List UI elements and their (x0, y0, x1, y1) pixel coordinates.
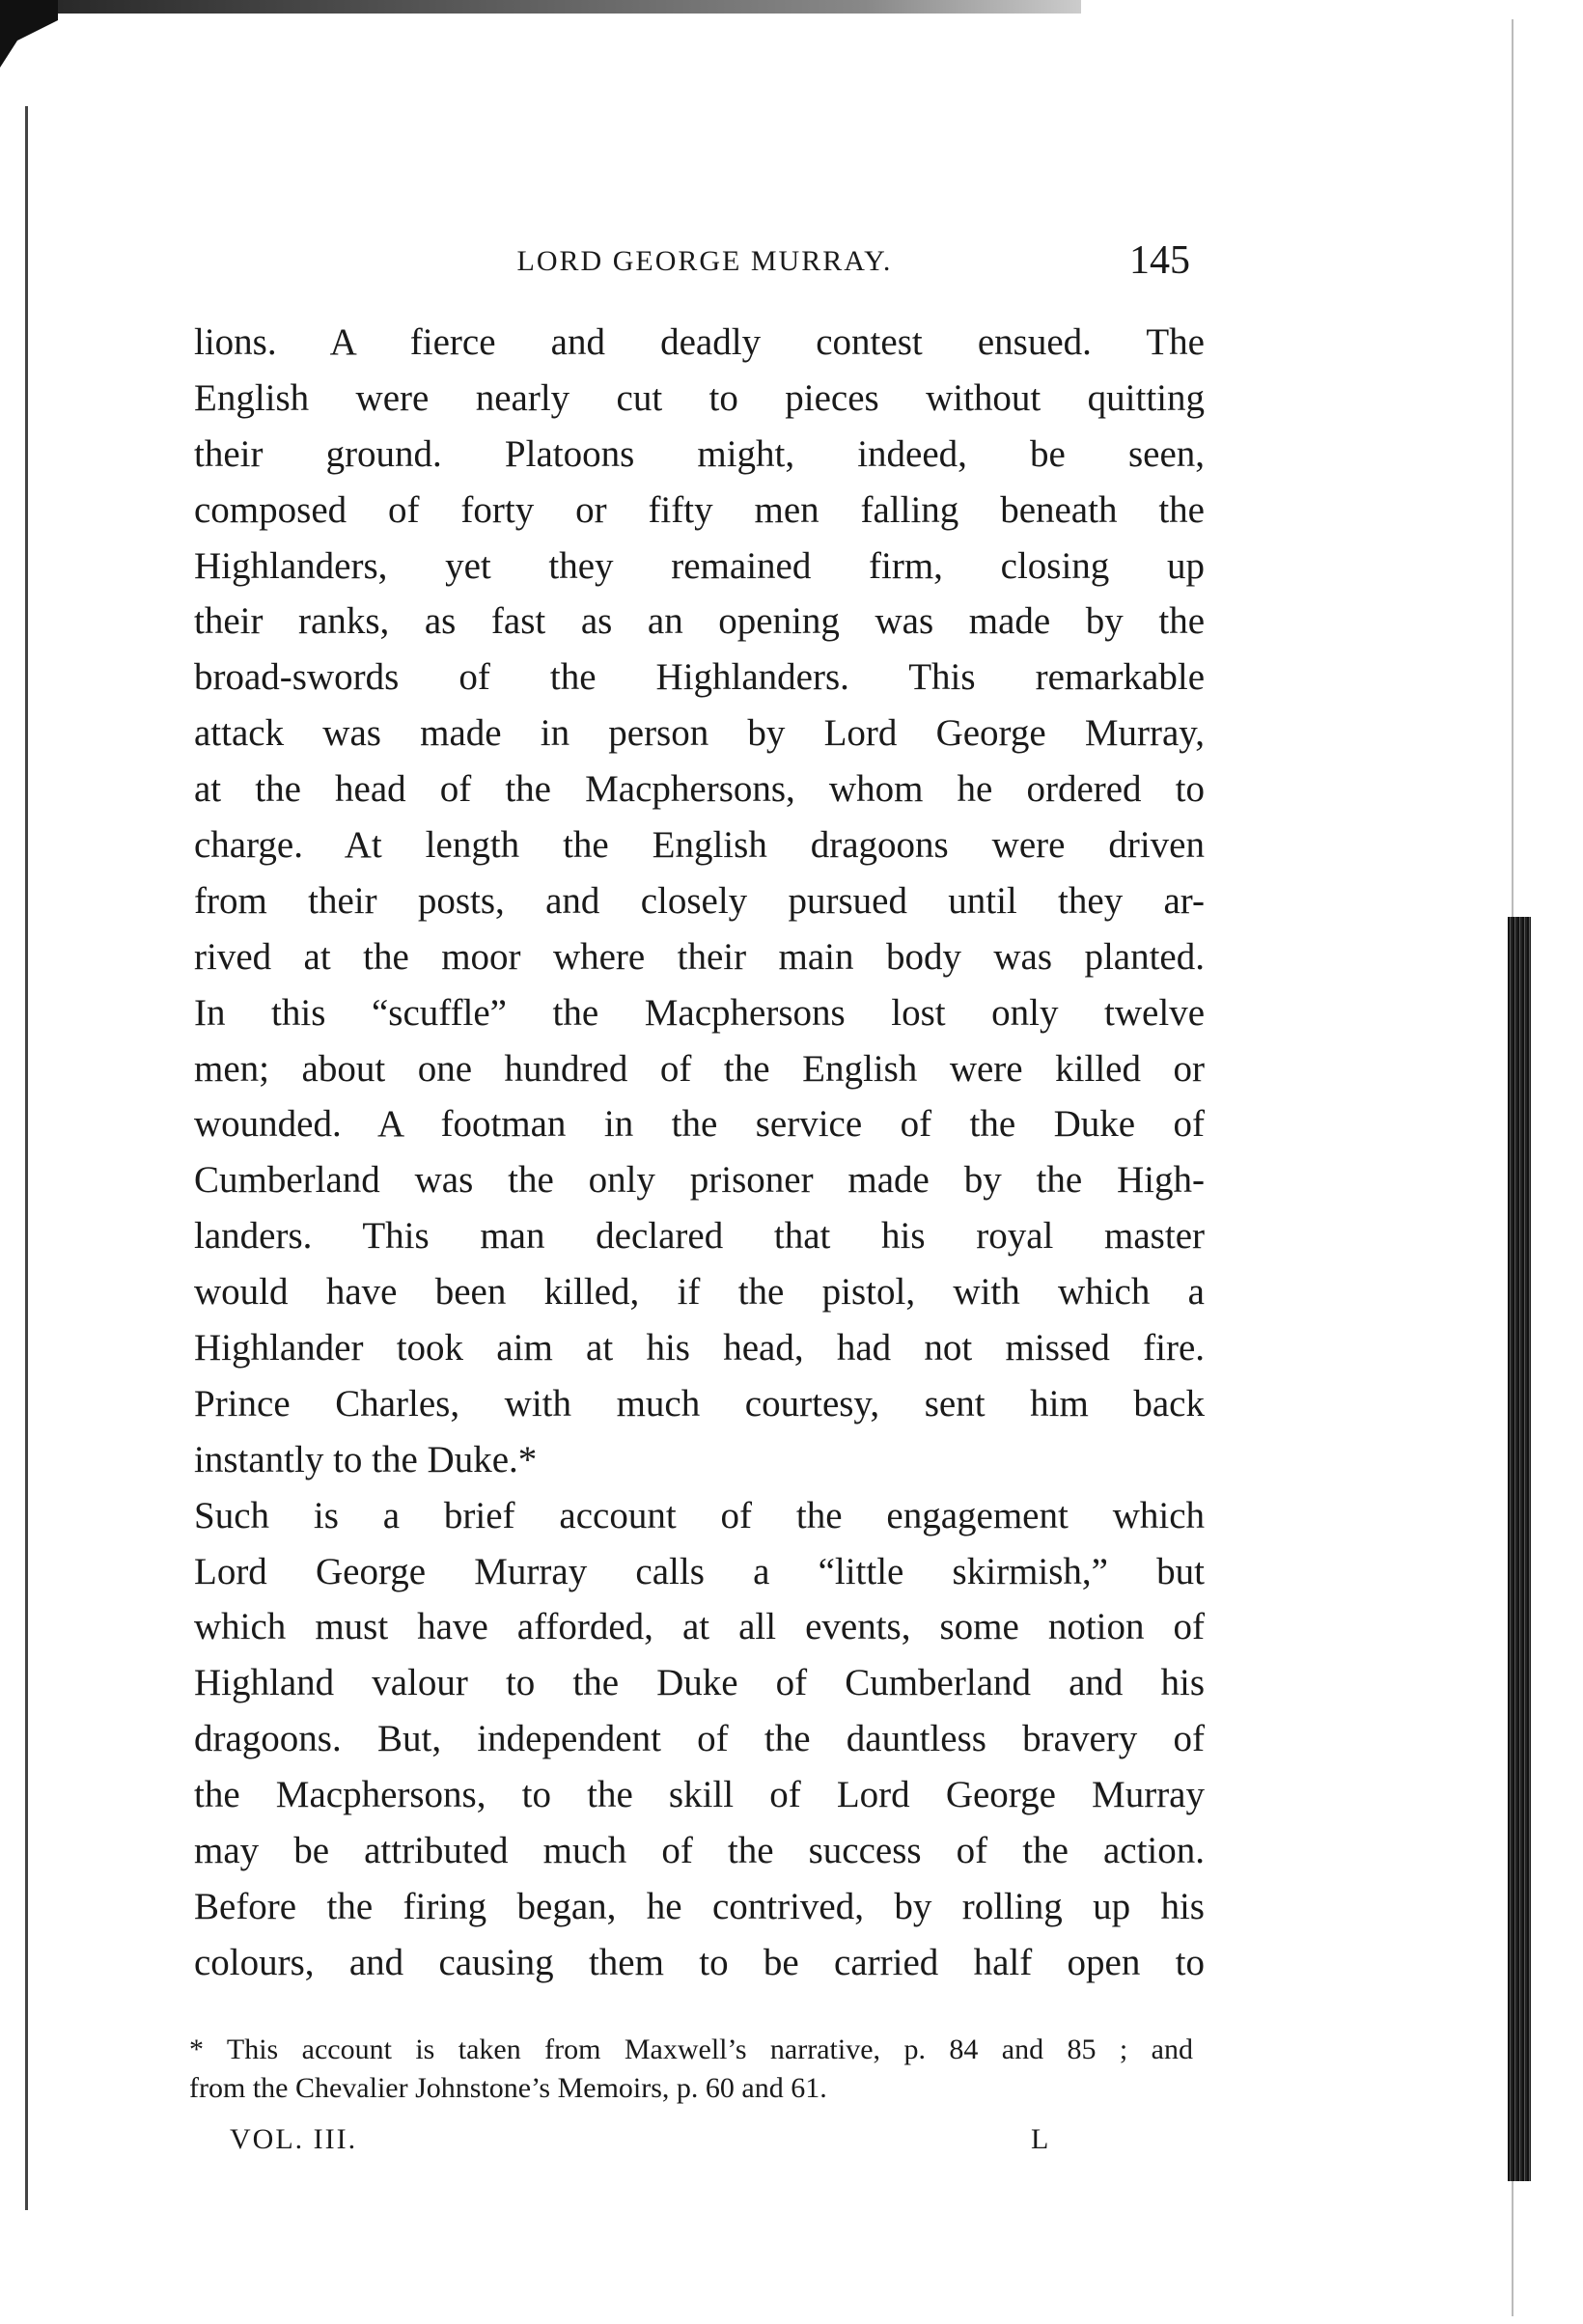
text-line: dragoons. But, independent of the dauntless bravery of (194, 1718, 1205, 1760)
text-line: In this “scuffle” the Macphersons lost only twelve (194, 991, 1205, 1034)
text-line: Such is a brief account of the engagement which (194, 1494, 1205, 1536)
text-line: men; about one hundred of the English were killed or (194, 1047, 1205, 1090)
text-line: Lord George Murray calls a “little skirmish,” but (194, 1550, 1205, 1592)
text-line: broad-swords of the Highlanders. This remarkable (194, 656, 1205, 699)
scan-gutter-shadow (1508, 917, 1531, 2181)
text-line: colours, and causing them to be carried half open to (194, 1941, 1205, 1983)
text-line: attack was made in person by Lord George Murray, (194, 712, 1205, 755)
body-text (194, 315, 1205, 1991)
text-line: the Macphersons, to the skill of Lord George Murray (194, 1774, 1205, 1816)
text-line: their ground. Platoons might, indeed, be seen, (194, 432, 1205, 475)
text-line: instantly to the Duke.* (194, 1438, 538, 1480)
text-line: their ranks, as fast as an opening was made by the (194, 600, 1205, 643)
page-number: 145 (1129, 238, 1190, 283)
text-line: English were nearly cut to pieces without quitting (194, 376, 1205, 419)
text-line: at the head of the Macphersons, whom he ordered to (194, 768, 1205, 811)
scan-edge-top (0, 0, 1081, 14)
text-line: may be attributed much of the success of the action. (194, 1830, 1205, 1872)
text-line: lions. A fierce and deadly contest ensued. The (194, 321, 1205, 363)
text-line: Highlanders, yet they remained firm, closing up (194, 544, 1205, 587)
paragraph (194, 1488, 1205, 1991)
text-line: charge. At length the English dragoons were driven (194, 824, 1205, 867)
text-line: would have been killed, if the pistol, with which a (194, 1271, 1205, 1314)
text-line: Cumberland was the only prisoner made by the High- (194, 1159, 1205, 1202)
text-line: which must have afforded, at all events, some notion of (194, 1606, 1205, 1648)
volume-signature: VOL. III. (230, 2123, 358, 2155)
text-line: rived at the moor where their main body was planted. (194, 935, 1205, 978)
footnote-line: from the Chevalier Johnstone’s Memoirs, p. 60 and 61. (189, 2072, 827, 2104)
text-line: Highlander took aim at his head, had not missed fire. (194, 1327, 1205, 1370)
text-line: Prince Charles, with much courtesy, sent him back (194, 1382, 1205, 1425)
text-line: composed of forty or fifty men falling beneath the (194, 488, 1205, 531)
footnote-line: * This account is taken from Maxwell’s narrative, p. 84 and 85 ; and (189, 2034, 1193, 2065)
page-header (0, 238, 1583, 290)
scan-edge-left (25, 106, 28, 2210)
paragraph (194, 315, 1205, 1488)
footnote (189, 2031, 1193, 2108)
signature-mark: L (1031, 2123, 1049, 2155)
text-line: wounded. A footman in the service of the Duke of (194, 1103, 1205, 1146)
text-line: landers. This man declared that his royal master (194, 1215, 1205, 1258)
running-title: LORD GEORGE MURRAY. (516, 245, 893, 277)
scan-corner-shadow (0, 0, 58, 68)
text-line: Highland valour to the Duke of Cumberland and his (194, 1662, 1205, 1704)
text-line: from their posts, and closely pursued until they ar- (194, 879, 1205, 922)
text-line: Before the firing began, he contrived, by rolling up his (194, 1885, 1205, 1927)
